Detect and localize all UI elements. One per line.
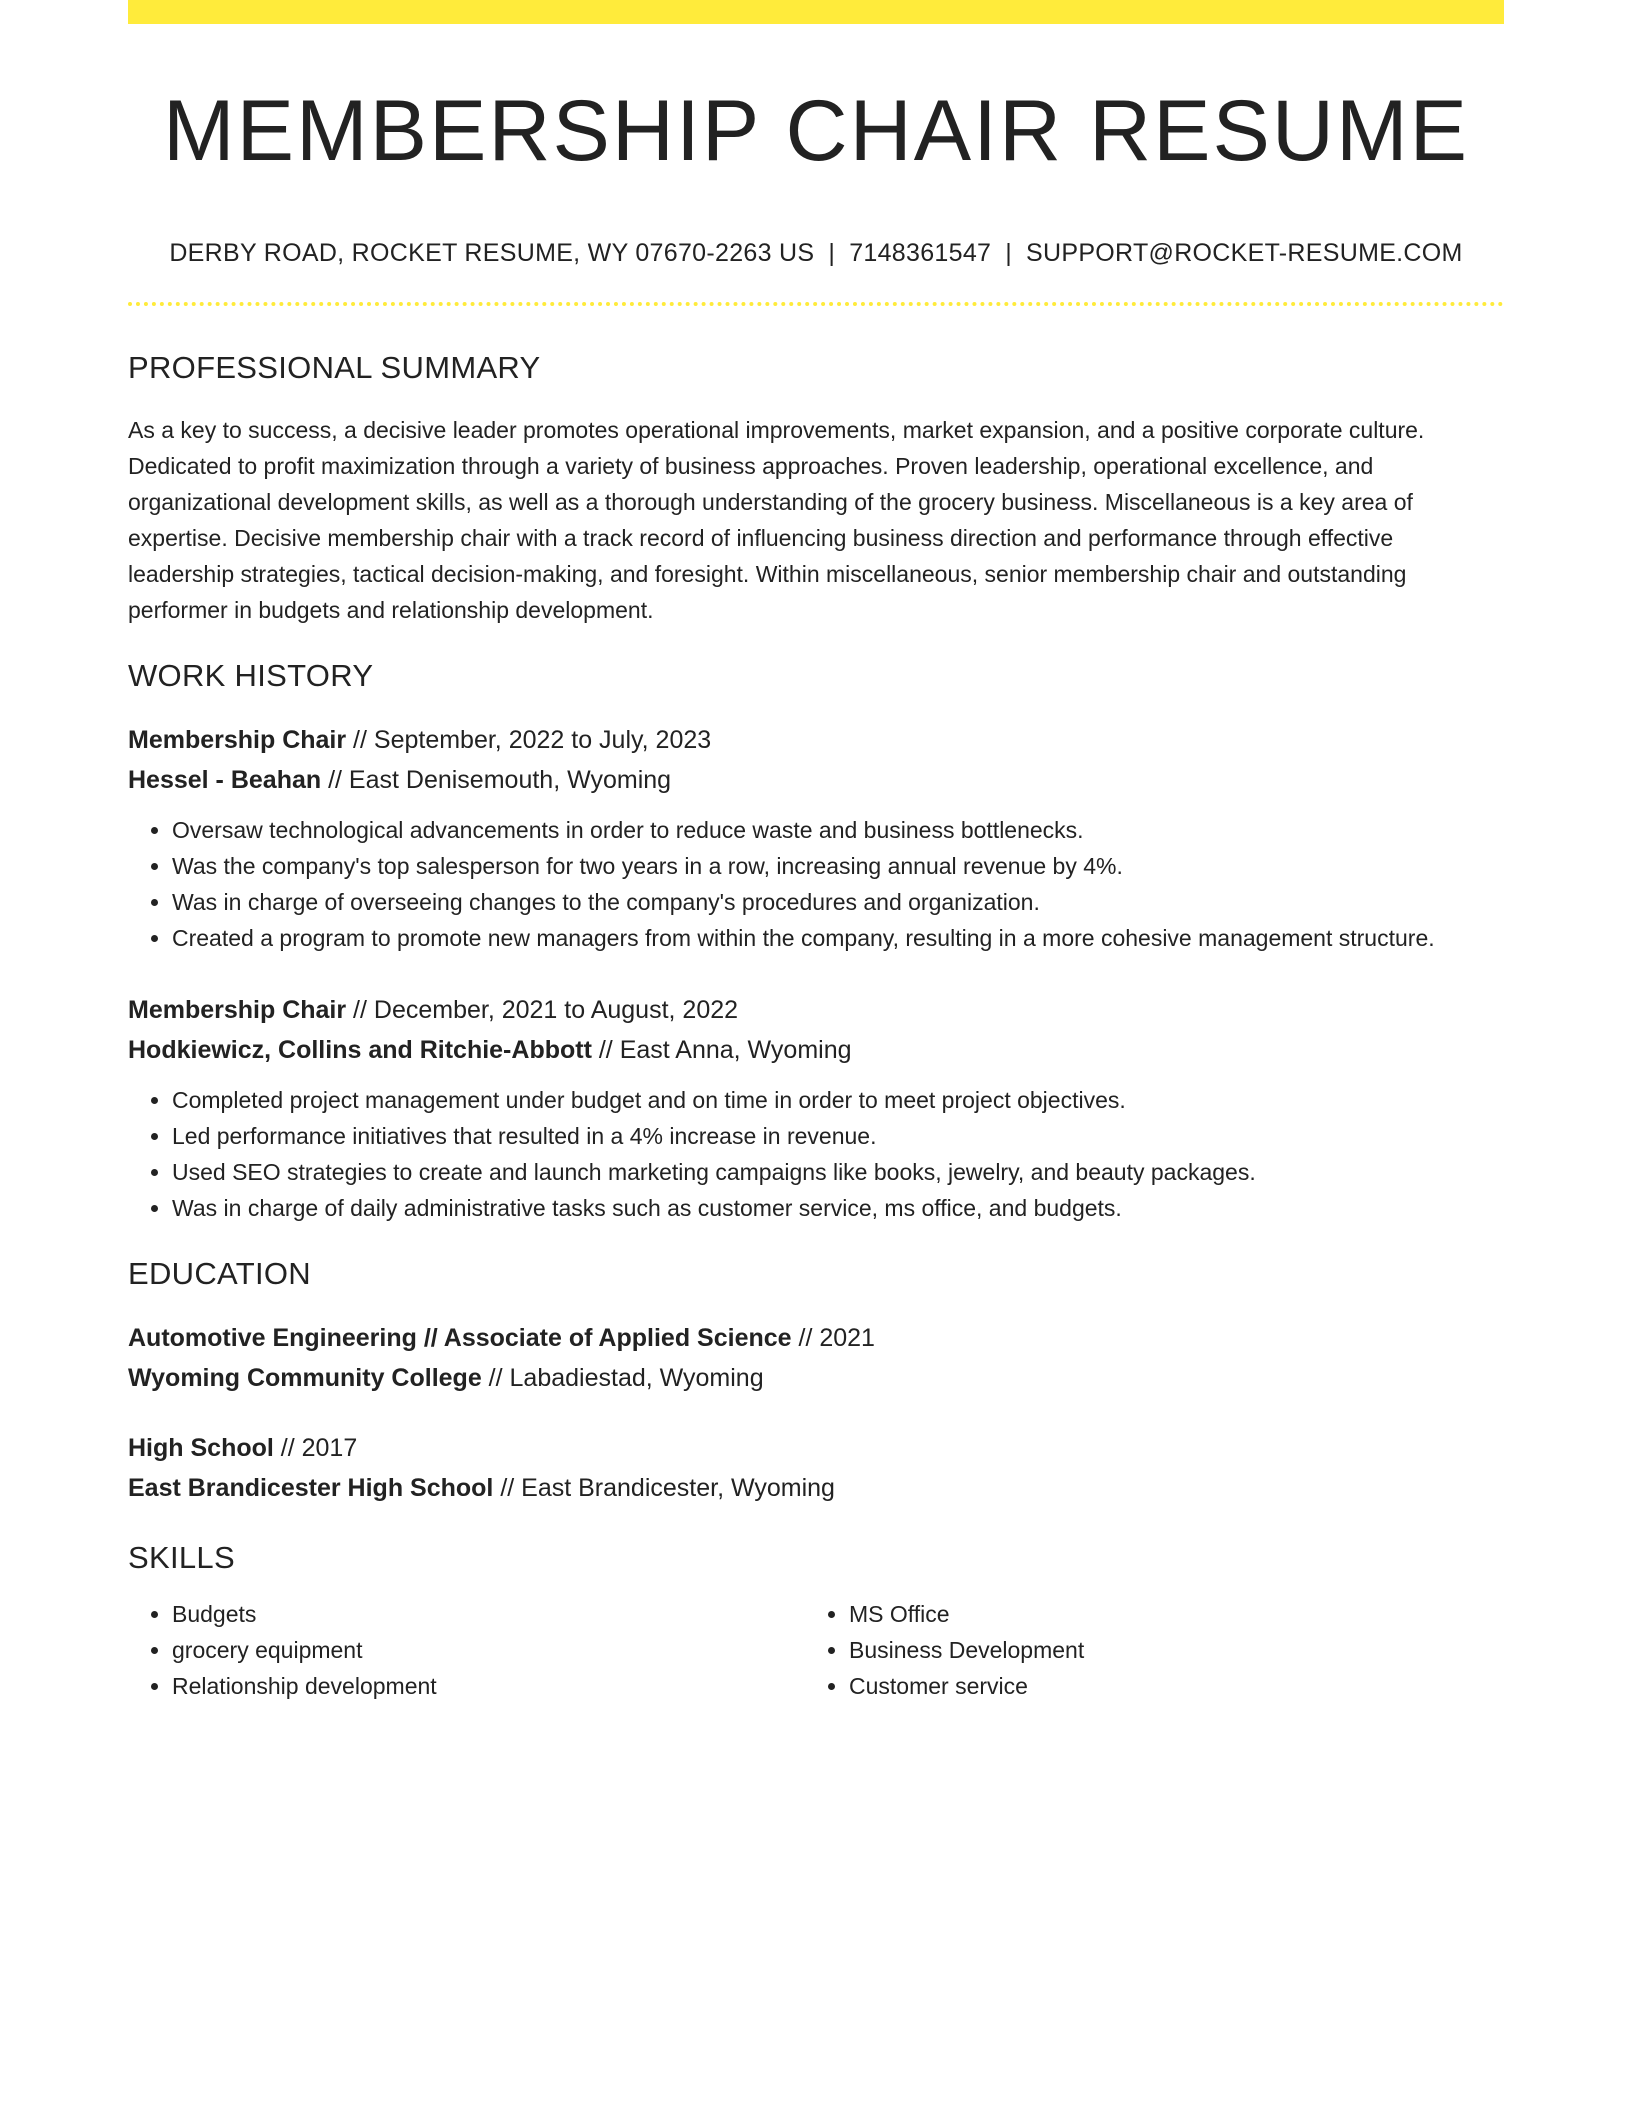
skills-column-left (128, 1596, 805, 1704)
skill-item: • Customer service (849, 1668, 1482, 1704)
skill-item: • Budgets (172, 1596, 805, 1632)
job-dates: // December, 2021 to August, 2022 (346, 995, 739, 1024)
job-bullet: • Led performance initiatives that resulted in a 4% increase in revenue. (172, 1118, 1504, 1154)
job-company-line (128, 1030, 1504, 1070)
summary-heading: PROFESSIONAL SUMMARY (128, 349, 541, 385)
job-bullet: • Oversaw technological advancements in order to reduce waste and business bottlenecks. (172, 812, 1504, 848)
contact-address: DERBY ROAD, ROCKET RESUME, WY 07670-2263 US (169, 238, 815, 267)
job-bullet: • Was the company's top salesperson for two years in a row, increasing annual revenue by 4%. (172, 848, 1504, 884)
job-bullets (128, 1082, 1504, 1226)
skill-item: • Business Development (849, 1632, 1482, 1668)
school-location: // Labadiestad, Wyoming (481, 1363, 764, 1392)
contact-separator: | (1005, 238, 1013, 267)
job-company-line (128, 760, 1504, 800)
skills-heading: SKILLS (128, 1539, 235, 1575)
job-role: Membership Chair (128, 725, 347, 754)
job-bullet: • Used SEO strategies to create and launch marketing campaigns like books, jewelry, and beauty packages. (172, 1154, 1504, 1190)
school-name: Wyoming Community College (128, 1363, 482, 1392)
job-bullet: • Was in charge of overseeing changes to the company's procedures and organization. (172, 884, 1504, 920)
job-role: Membership Chair (128, 995, 347, 1024)
job-location: // East Denisemouth, Wyoming (321, 765, 672, 794)
education-entry (128, 1428, 1504, 1508)
degree-line (128, 1428, 1504, 1468)
school-name: East Brandicester High School (128, 1473, 494, 1502)
job-bullet: • Was in charge of daily administrative tasks such as customer service, ms office, and budgets. (172, 1190, 1504, 1226)
accent-top-bar (128, 0, 1504, 24)
skills-column-right (805, 1596, 1482, 1704)
job-bullets (128, 812, 1504, 956)
degree-name: Automotive Engineering // Associate of Applied Science (128, 1323, 792, 1352)
school-line (128, 1358, 1504, 1398)
contact-email: SUPPORT@ROCKET-RESUME.COM (1026, 238, 1463, 267)
job-title-line (128, 990, 1504, 1030)
skill-item: • grocery equipment (172, 1632, 805, 1668)
job-dates: // September, 2022 to July, 2023 (346, 725, 712, 754)
education-heading: EDUCATION (128, 1255, 311, 1291)
work-history-heading: WORK HISTORY (128, 657, 374, 693)
resume-page (128, 0, 1504, 1704)
job-company: Hessel - Beahan (128, 765, 322, 794)
job-entry (128, 990, 1504, 1226)
degree-year: // 2021 (791, 1323, 875, 1352)
school-line (128, 1468, 1504, 1508)
degree-year: // 2017 (273, 1433, 358, 1462)
contact-separator: | (828, 238, 836, 267)
skills-list (128, 1596, 1504, 1704)
job-company: Hodkiewicz, Collins and Ritchie-Abbott (128, 1035, 592, 1064)
skill-item: • MS Office (849, 1596, 1482, 1632)
degree-line (128, 1318, 1504, 1358)
resume-title: MEMBERSHIP CHAIR RESUME (163, 83, 1469, 179)
education-entry (128, 1318, 1504, 1398)
job-title-line (128, 720, 1504, 760)
job-entry (128, 720, 1504, 956)
dotted-divider (128, 302, 1504, 306)
degree-name: High School (128, 1433, 274, 1462)
job-bullet: • Created a program to promote new managers from within the company, resulting in a more cohesive management structure. (172, 920, 1504, 956)
contact-phone: 7148361547 (849, 238, 992, 267)
summary-text: As a key to success, a decisive leader promotes operational improvements, market expansion, and a positive corporate culture. Dedicated to profit maximization through a variety of business approaches. Proven leadership, operational excellence, and organizational development skills, as well as a thorough understanding of the grocery business. Miscellaneous is a key area of expertise. Decisive membership chair with a track record of influencing business direction and performance through effective leadership strategies, tactical decision-making, and foresight. Within miscellaneous, senior membership chair and outstanding performer in budgets and relationship development. (128, 416, 1425, 623)
skill-item: • Relationship development (172, 1668, 805, 1704)
school-location: // East Brandicester, Wyoming (493, 1473, 835, 1502)
job-bullet: • Completed project management under budget and on time in order to meet project objectives. (172, 1082, 1504, 1118)
contact-line (128, 239, 1504, 268)
job-location: // East Anna, Wyoming (591, 1035, 852, 1064)
